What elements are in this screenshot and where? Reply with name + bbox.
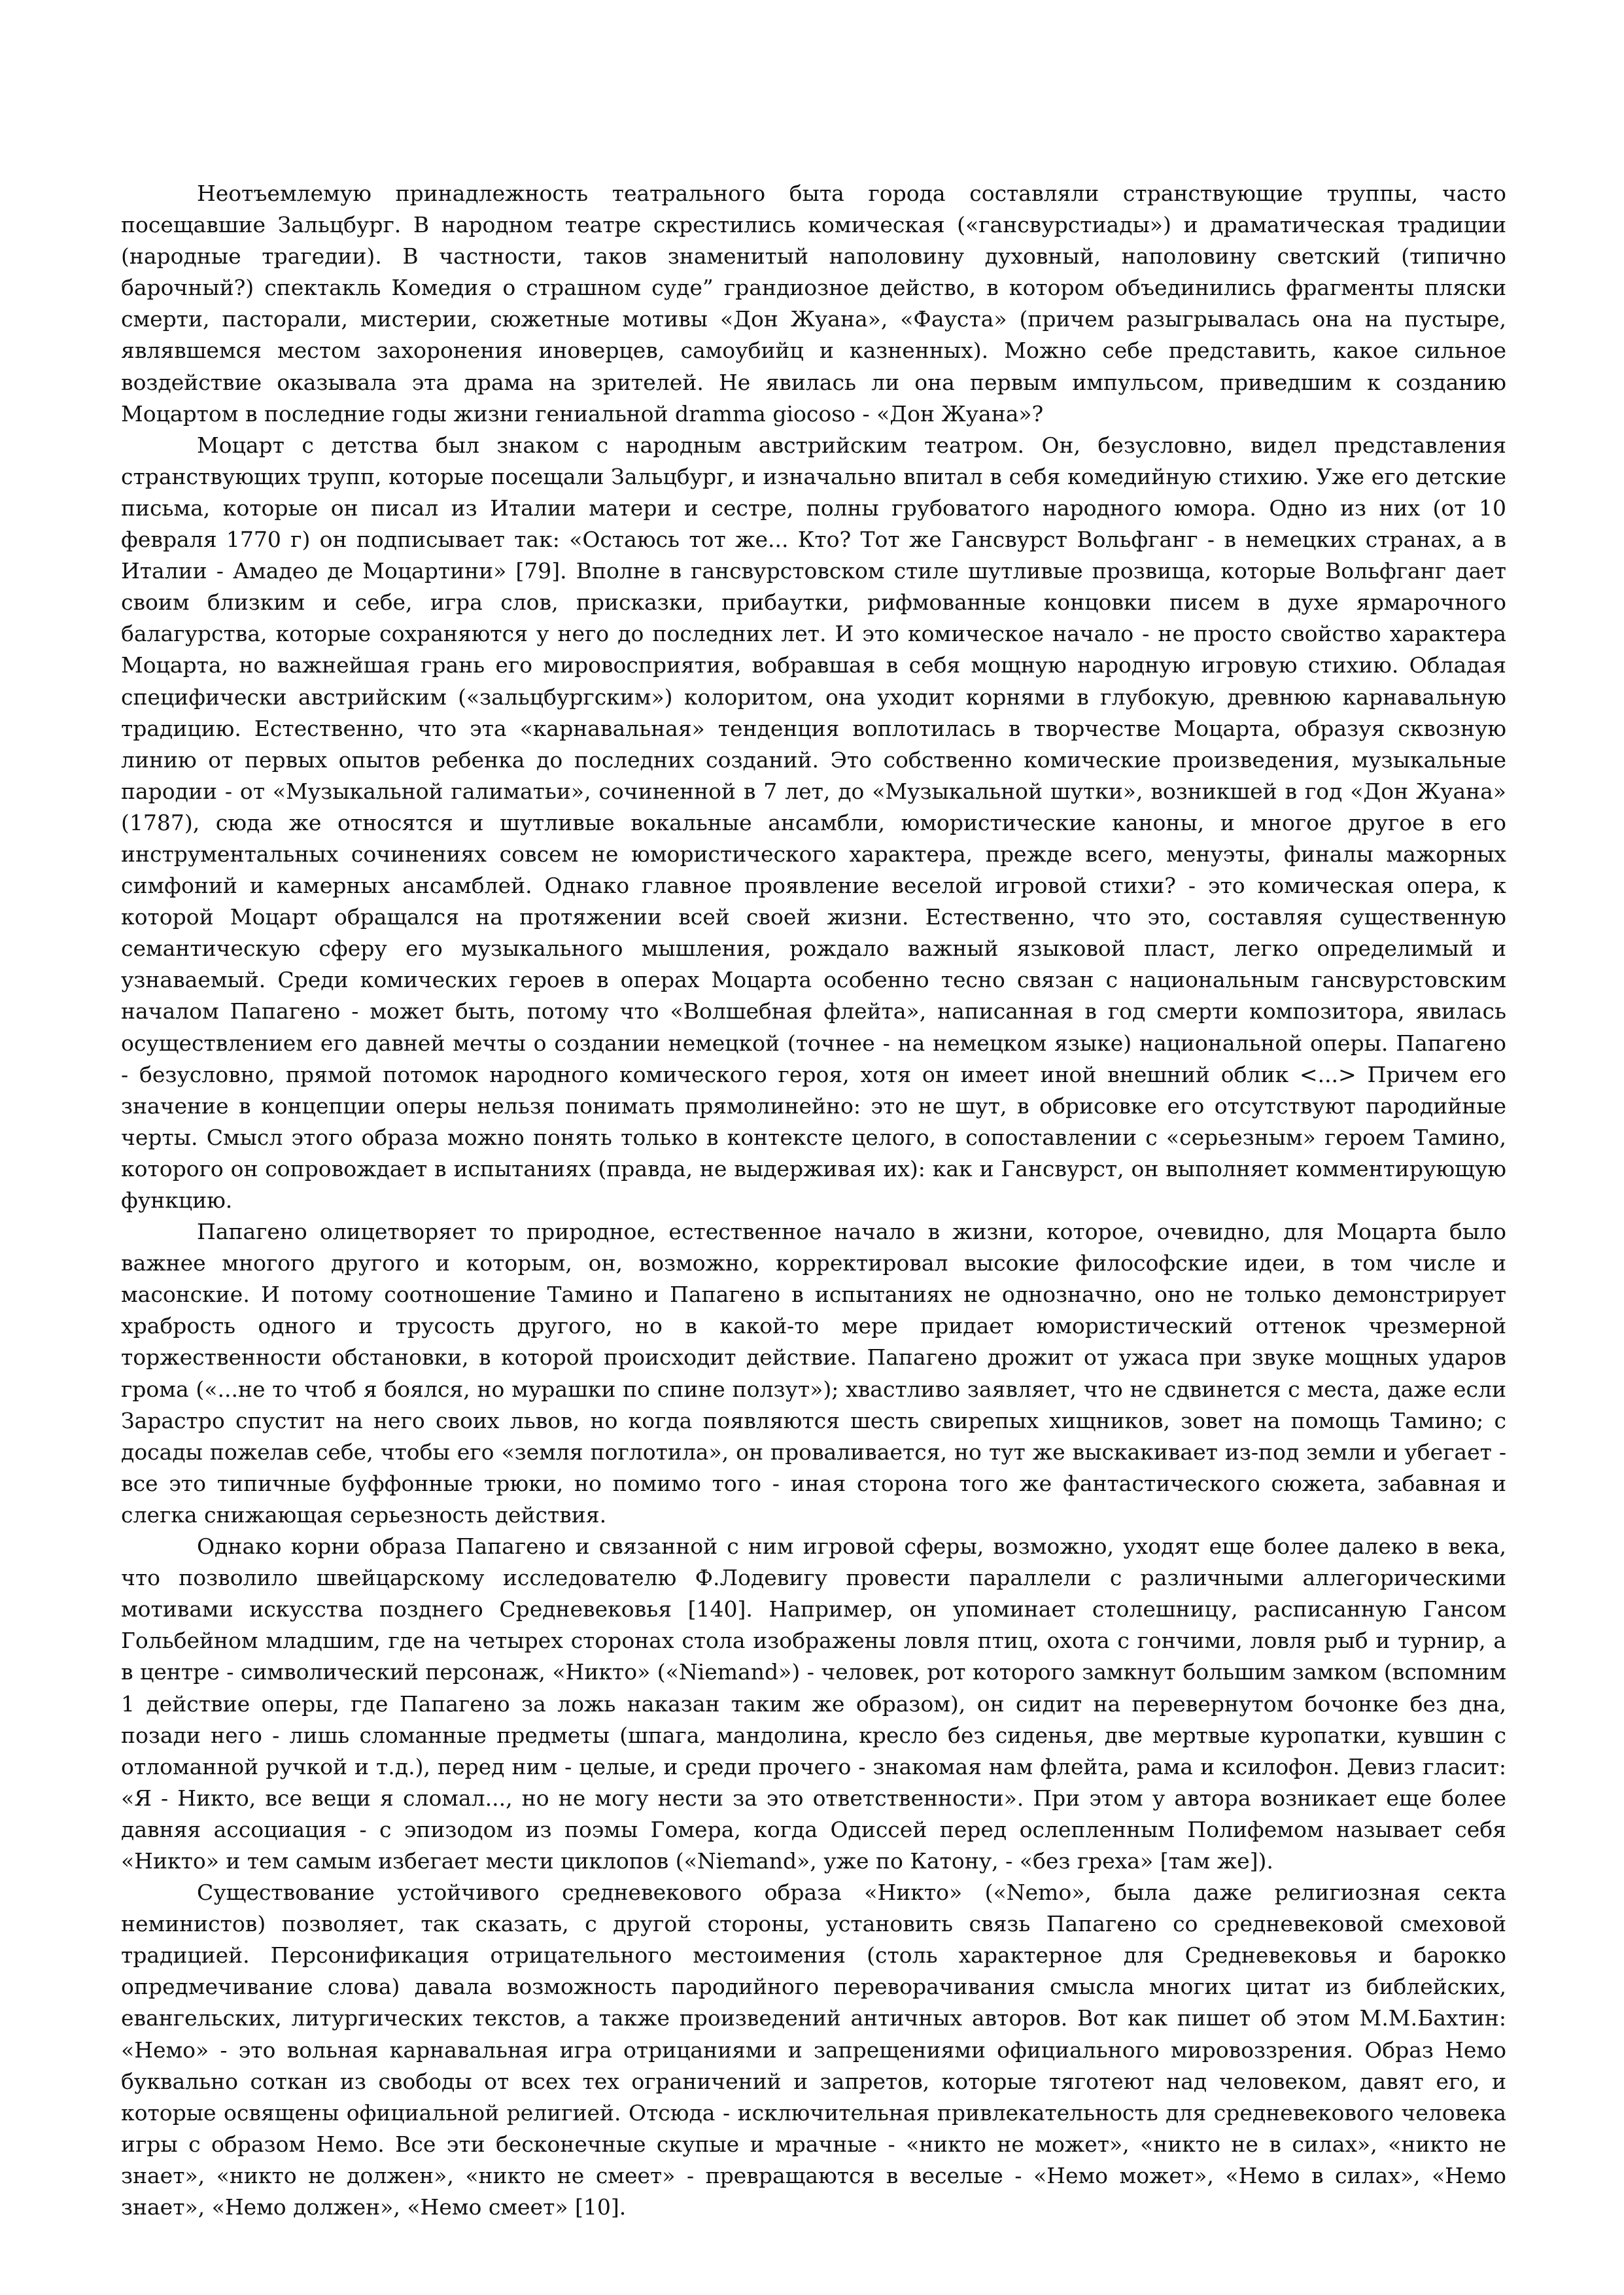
- paragraph-1: Неотъемлемую принадлежность театрального быта города составляли странствующие труппы, часто посещавшие Зальцбург. В народном театре скрестились комическая («гансвурстиады») и драматическая традиции (народные трагедии). В частности, таков знаменитый наполовину духовный, наполовину светский (типично барочный?) спектакль Комедия о страшном суде” грандиозное действо, в котором объединились фрагменты пляски смерти, пасторали, мистерии, сюжетные мотивы «Дон Жуана», «Фауста» (причем разыгрывалась она на пустыре, являвшемся местом захоронения иноверцев, самоубийц и казненных). Можно себе представить, какое сильное воздействие оказывала эта драма на зрителей. Не явилась ли она первым импульсом, приведшим к созданию Моцартом в последние годы жизни гениальной dramma giocoso - «Дон Жуана»?: [121, 181, 1506, 427]
- paragraph-4: Однако корни образа Папагено и связанной с ним игровой сферы, возможно, уходят еще более далеко в века, что позволило швейцарскому исследователю Ф.Лодевигу провести параллели с различными аллегорическими мотивами искусства позднего Средневековья [140]. Например, он упоминает столешницу, расписанную Гансом Гольбейном младшим, где на четырех сторонах стола изображены ловля птиц, охота с гончими, ловля рыб и турнир, а в центре - символический персонаж, «Никто» («Niemand») - человек, рот которого замкнут большим замком (вспомним 1 действие оперы, где Папагено за ложь наказан таким же образом), он сидит на перевернутом бочонке без дна, позади него - лишь сломанные предметы (шпага, мандолина, кресло без сиденья, две мертвые куропатки, кувшин с отломанной ручкой и т.д.), перед ним - целые, и среди прочего - знакомая нам флейта, рама и ксилофон. Девиз гласит: «Я - Никто, все вещи я сломал..., но не могу нести за это ответственности». При этом у автора возникает еще более давняя ассоциация - с эпизодом из поэмы Гомера, когда Одиссей перед ослепленным Полифемом называет себя «Никто» и тем самым избегает мести циклопов («Niemand», уже по Катону, - «без греха» [там же]).: [121, 1533, 1506, 1874]
- document-body: [121, 178, 1506, 2223]
- paragraph-3: Папагено олицетворяет то природное, естественное начало в жизни, которое, очевидно, для Моцарта было важнее многого другого и которым, он, возможно, корректировал высокие философские идеи, в том числе и масонские. И потому соотношение Тамино и Папагено в испытаниях не однозначно, оно не только демонстрирует храбрость одного и трусость другого, но в какой-то мере придает юмористический оттенок чрезмерной торжественности обстановки, в которой происходит действие. Папагено дрожит от ужаса при звуке мощных ударов грома («...не то чтоб я боялся, но мурашки по спине ползут»); хвастливо заявляет, что не сдвинется с места, даже если Зарастро спустит на него своих львов, но когда появляются шесть свирепых хищников, зовет на помощь Тамино; с досады пожелав себе, чтобы его «земля поглотила», он проваливается, но тут же выскакивает из-под земли и убегает - все это типичные буффонные трюки, но помимо того - иная сторона того же фантастического сюжета, забавная и слегка снижающая серьезность действия.: [121, 1219, 1506, 1528]
- paragraph-2: Моцарт с детства был знаком с народным австрийским театром. Он, безусловно, видел представления странствующих трупп, которые посещали Зальцбург, и изначально впитал в себя комедийную стихию. Уже его детские письма, которые он писал из Италии матери и сестре, полны грубоватого народного юмора. Одно из них (от 10 февраля 1770 г) он подписывает так: «Остаюсь тот же... Кто? Тот же Гансвурст Вольфганг - в немецких странах, а в Италии - Амадео де Моцартини» [79]. Вполне в гансвурстовском стиле шутливые прозвища, которые Вольфганг дает своим близким и себе, игра слов, присказки, прибаутки, рифмованные концовки писем в духе ярмарочного балагурства, которые сохраняются у него до последних лет. И это комическое начало - не просто свойство характера Моцарта, но важнейшая грань его мировосприятия, вобравшая в себя мощную народную игровую стихию. Обладая специфически австрийским («зальцбургским») колоритом, она уходит корнями в глубокую, древнюю карнавальную традицию. Естественно, что эта «карнавальная» тенденция воплотилась в творчестве Моцарта, образуя сквозную линию от первых опытов ребенка до последних созданий. Это собственно комические произведения, музыкальные пародии - от «Музыкальной галиматьи», сочиненной в 7 лет, до «Музыкальной шутки», возникшей в год «Дон Жуана» (1787), сюда же относятся и шутливые вокальные ансамбли, юмористические каноны, и многое другое в его инструментальных сочинениях совсем не юмористического характера, прежде всего, менуэты, финалы мажорных симфоний и камерных ансамблей. Однако главное проявление веселой игровой стихи? - это комическая опера, к которой Моцарт обращался на протяжении всей своей жизни. Естественно, что это, составляя существенную семантическую сферу его музыкального мышления, рождало важный языковой пласт, легко определимый и узнаваемый. Среди комических героев в операх Моцарта особенно тесно связан с национальным гансвурстовским началом Папагено - может быть, потому что «Волшебная флейта», написанная в год смерти композитора, явилась осуществлением его давней мечты о создании немецкой (точнее - на немецком языке) национальной оперы. Папагено - безусловно, прямой потомок народного комического героя, хотя он имеет иной внешний облик <...> Причем его значение в концепции оперы нельзя понимать прямолинейно: это не шут, в обрисовке его отсутствуют пародийные черты. Смысл этого образа можно понять только в контексте целого, в сопоставлении с «серьезным» героем Тамино, которого он сопровождает в испытаниях (правда, не выдерживая их): как и Гансвурст, он выполняет комментирующую функцию.: [121, 432, 1506, 1213]
- paragraph-5: Существование устойчивого средневекового образа «Никто» («Nemo», была даже религиозная секта неминистов) позволяет, так сказать, с другой стороны, установить связь Папагено со средневековой смеховой традицией. Персонификация отрицательного местоимения (столь характерное для Средневековья и барокко опредмечивание слова) давала возможность пародийного переворачивания смысла многих цитат из библейских, евангельских, литургических текстов, а также произведений античных авторов. Вот как пишет об этом М.М.Бахтин: «Немо» - это вольная карнавальная игра отрицаниями и запрещениями официального мировоззрения. Образ Немо буквально соткан из свободы от всех тех ограничений и запретов, которые тяготеют над человеком, давят его, и которые освящены официальной религией. Отсюда - исключительная привлекательность для средневекового человека игры с образом Немо. Все эти бесконечные скупые и мрачные - «никто не может», «никто не в силах», «никто не знает», «никто не должен», «никто не смеет» - превращаются в веселые - «Немо может», «Немо в силах», «Немо знает», «Немо должен», «Немо смеет» [10].: [121, 1880, 1506, 2220]
